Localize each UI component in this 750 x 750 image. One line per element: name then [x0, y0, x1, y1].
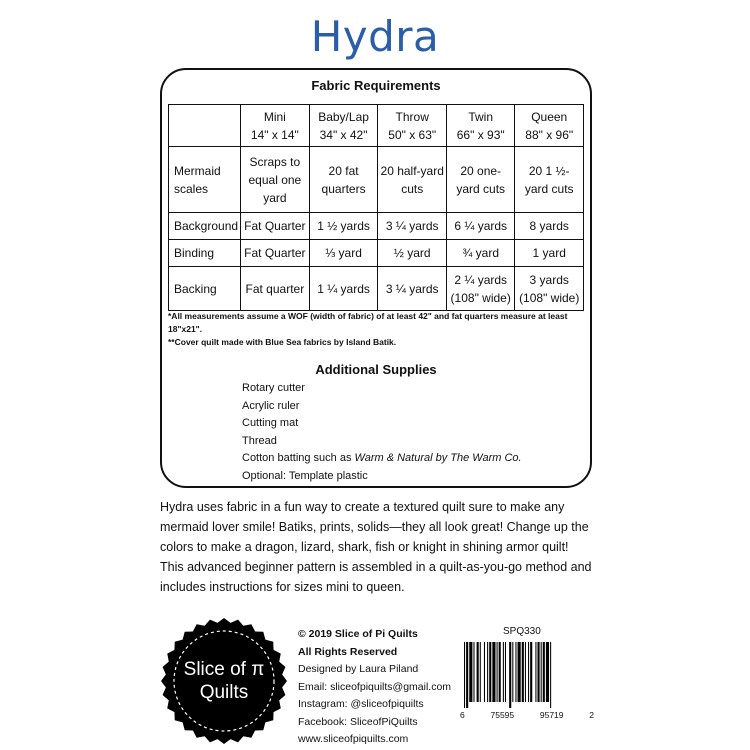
sku-label: SPQ330: [503, 626, 541, 637]
column-header-twin: Twin 66" x 93": [446, 105, 514, 147]
supplies-list: [242, 380, 522, 485]
column-header-baby-lap: Baby/Lap 34" x 42": [309, 105, 378, 147]
fabric-requirements-heading: Fabric Requirements: [311, 78, 441, 93]
barcode-bar: [466, 642, 468, 708]
barcode-bar: [484, 642, 485, 702]
requirements-box: [160, 68, 592, 488]
table-cell: 20 one-yard cuts: [446, 147, 514, 213]
row-label: Binding: [169, 240, 241, 267]
barcode-number: 6 75595 95719 2: [460, 710, 594, 720]
list-item: Optional: Template plastic: [242, 469, 368, 482]
barcode-bar: [489, 642, 491, 702]
barcode-bar: [541, 642, 542, 702]
barcode-bar: [477, 642, 479, 702]
barcode-bar: [530, 642, 532, 702]
fabric-requirements-table: [168, 104, 584, 311]
barcode-bar: [518, 642, 521, 702]
table-cell: ⅓ yard: [309, 240, 378, 267]
table-cell: 20 1 ½-yard cuts: [515, 147, 584, 213]
table-cell: 3 ¼ yards: [378, 213, 447, 240]
copyright-line: © 2019 Slice of Pi Quilts: [298, 628, 418, 640]
table-cell: 8 yards: [515, 213, 584, 240]
table-cell: 6 ¼ yards: [446, 213, 514, 240]
barcode-bar: [480, 642, 481, 702]
instagram-line: Instagram: @sliceofpiquilts: [298, 698, 424, 710]
batting-brand: Warm & Natural by The Warm Co.: [354, 452, 522, 464]
barcode-bar: [492, 642, 495, 702]
logo-line-2: Quilts: [199, 682, 249, 703]
table-cell: Scraps to equal one yard: [241, 147, 310, 213]
table-row-backing: [169, 267, 584, 311]
list-item-batting: Cotton batting such as Warm & Natural by The Warm Co.: [242, 452, 522, 464]
barcode-bar: [499, 642, 501, 702]
table-cell: ¾ yard: [446, 240, 514, 267]
row-label: Backing: [169, 267, 241, 311]
table-cell: 2 ¼ yards (108" wide): [446, 267, 514, 311]
barcode-bar: [528, 642, 529, 702]
row-label: Mermaid scales: [169, 147, 241, 213]
table-cell: ½ yard: [378, 240, 447, 267]
table-cell: 3 ¼ yards: [378, 267, 447, 311]
table-cell: Fat Quarter: [241, 213, 310, 240]
logo-text: [160, 617, 288, 745]
column-header-queen: Queen 88" x 96": [515, 105, 584, 147]
column-header-throw: Throw 50" x 63": [378, 105, 447, 147]
barcode-bar: [538, 642, 540, 702]
table-row-mermaid-scales: [169, 147, 584, 213]
barcode-bar: [509, 642, 511, 708]
pattern-description: Hydra uses fabric in a fun way to create a textured quilt sure to make any mermaid lover smile! Batiks, prints, solids—they all look great! Change up the colors to make a dragon, lizard, shark, fish or knight in shining armor quilt! This advanced beginner pattern is assembled in a quilt-as-you-go method and includes instructions for sizes mini to queen.: [160, 500, 592, 594]
list-item: Acrylic ruler: [242, 399, 300, 412]
slice-of-pi-logo: [160, 617, 288, 745]
logo-line-1: Slice of π: [183, 659, 265, 680]
table-cell: Fat Quarter: [241, 240, 310, 267]
additional-supplies-heading: Additional Supplies: [315, 362, 437, 377]
facebook-line: Facebook: SliceofPiQuilts: [298, 715, 418, 728]
barcode-bar: [469, 642, 472, 702]
barcode-bar: [497, 642, 498, 702]
list-item: Cutting mat: [242, 417, 299, 429]
barcode-bar: [522, 642, 524, 702]
barcode-icon: [462, 642, 590, 708]
table-cell: 1 yard: [515, 240, 584, 267]
barcode-bar: [505, 642, 506, 702]
column-header-mini: Mini 14" x 14": [241, 105, 310, 147]
table-row-background: [169, 213, 584, 240]
designer-line: Designed by Laura Piland: [298, 663, 419, 675]
email-line: Email: sliceofpiquilts@gmail.com: [298, 680, 452, 693]
barcode-bar: [464, 642, 465, 708]
table-cell: Fat quarter: [241, 267, 310, 311]
barcode-bar: [473, 642, 474, 702]
page-title: Hydra: [310, 12, 440, 61]
barcode-bar: [515, 642, 516, 702]
footnotes: [168, 310, 588, 349]
row-label: Background: [169, 213, 241, 240]
rights-line: All Rights Reserved: [298, 645, 398, 658]
list-item: Rotary cutter: [242, 382, 305, 394]
barcode-bar: [487, 642, 488, 702]
table-cell: 3 yards (108" wide): [515, 267, 584, 311]
table-cell: 20 half-yard cuts: [378, 147, 447, 213]
website-link[interactable]: www.sliceofpiquilts.com: [298, 733, 409, 745]
barcode-bar: [525, 642, 526, 702]
table-cell: 1 ¼ yards: [309, 267, 378, 311]
table-corner-cell: [169, 105, 241, 147]
table-cell: 20 fat quarters: [309, 147, 378, 213]
barcode-bar: [550, 642, 551, 708]
barcode-bar: [535, 642, 536, 702]
barcode-bar: [512, 642, 513, 702]
copyright-info: [298, 626, 451, 749]
table-row-binding: [169, 240, 584, 267]
footnote-wof: *All measurements assume a WOF (width of fabric) of at least 42" and fat quarters measure at least 18"x21".: [168, 311, 568, 334]
barcode-bar: [546, 642, 549, 702]
list-item: Thread: [242, 434, 277, 447]
table-header-row: [169, 105, 584, 147]
barcode-bar: [543, 642, 545, 702]
barcode-bar: [503, 642, 504, 702]
footnote-cover-quilt: **Cover quilt made with Blue Sea fabrics by Island Batik.: [168, 337, 397, 347]
table-cell: 1 ½ yards: [309, 213, 378, 240]
